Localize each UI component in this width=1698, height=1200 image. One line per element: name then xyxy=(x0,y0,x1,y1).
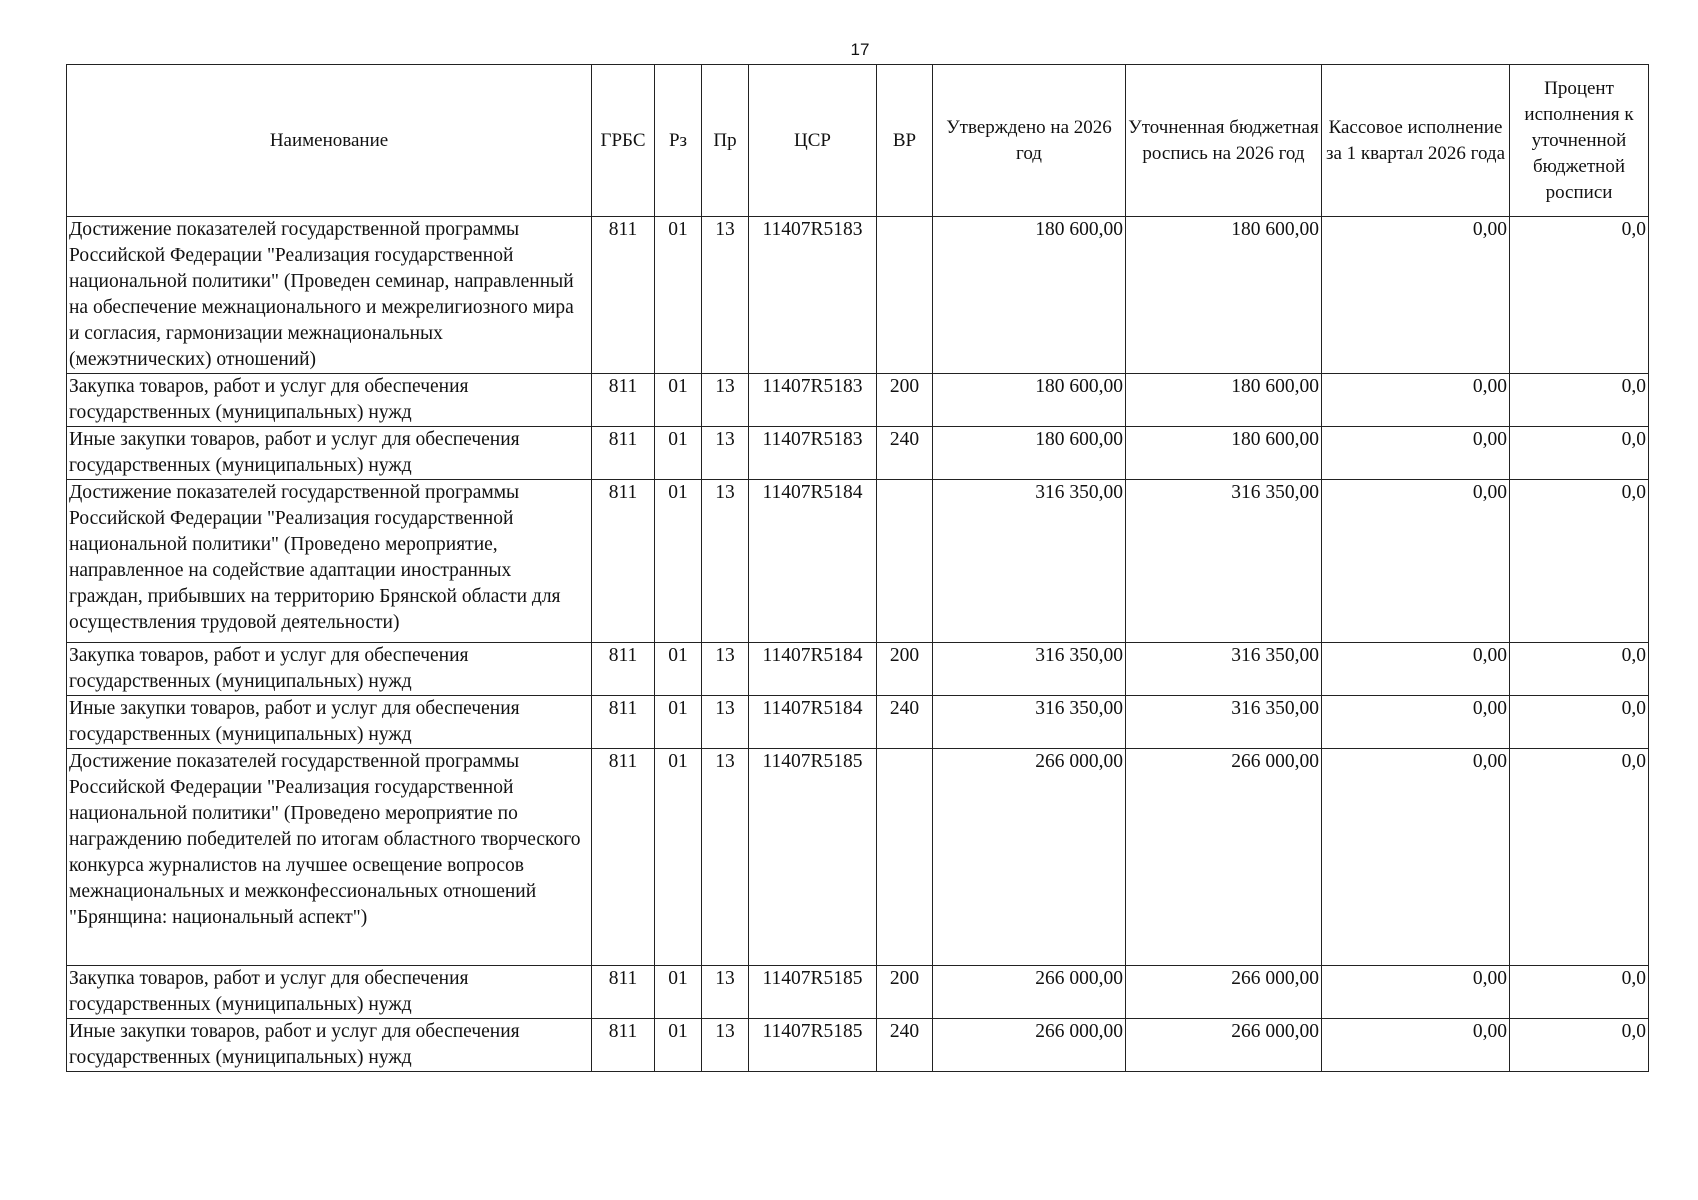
cell-approved: 316 350,00 xyxy=(933,696,1126,749)
table-row xyxy=(67,374,1649,427)
header-row xyxy=(67,65,1649,217)
cell-cash: 0,00 xyxy=(1322,1019,1510,1072)
cell-rz: 01 xyxy=(655,696,702,749)
cell-grbs: 811 xyxy=(592,480,655,643)
cell-specified: 266 000,00 xyxy=(1126,749,1322,966)
header-approved: Утверждено на 2026 год xyxy=(933,65,1126,217)
cell-name: Закупка товаров, работ и услуг для обеспечения государственных (муниципальных) нужд xyxy=(67,966,592,1019)
cell-approved: 266 000,00 xyxy=(933,749,1126,966)
table-row xyxy=(67,966,1649,1019)
cell-pr: 13 xyxy=(702,966,749,1019)
table-row xyxy=(67,427,1649,480)
cell-pr: 13 xyxy=(702,480,749,643)
cell-percent: 0,0 xyxy=(1510,643,1649,696)
cell-grbs: 811 xyxy=(592,1019,655,1072)
table-row xyxy=(67,749,1649,966)
cell-csr: 11407R5185 xyxy=(749,749,877,966)
cell-name: Закупка товаров, работ и услуг для обеспечения государственных (муниципальных) нужд xyxy=(67,374,592,427)
cell-approved: 316 350,00 xyxy=(933,643,1126,696)
cell-specified: 316 350,00 xyxy=(1126,643,1322,696)
cell-cash: 0,00 xyxy=(1322,696,1510,749)
table-row xyxy=(67,696,1649,749)
header-percent: Процент исполнения к уточненной бюджетной росписи xyxy=(1510,65,1649,217)
cell-cash: 0,00 xyxy=(1322,966,1510,1019)
cell-vr: 200 xyxy=(877,966,933,1019)
cell-approved: 180 600,00 xyxy=(933,374,1126,427)
cell-pr: 13 xyxy=(702,374,749,427)
cell-cash: 0,00 xyxy=(1322,217,1510,374)
cell-specified: 266 000,00 xyxy=(1126,1019,1322,1072)
cell-csr: 11407R5184 xyxy=(749,696,877,749)
cell-vr: 200 xyxy=(877,374,933,427)
cell-pr: 13 xyxy=(702,1019,749,1072)
header-specified: Уточненная бюджетная роспись на 2026 год xyxy=(1126,65,1322,217)
cell-vr: 240 xyxy=(877,696,933,749)
cell-approved: 180 600,00 xyxy=(933,217,1126,374)
cell-percent: 0,0 xyxy=(1510,696,1649,749)
header-vr: ВР xyxy=(877,65,933,217)
header-grbs: ГРБС xyxy=(592,65,655,217)
cell-percent: 0,0 xyxy=(1510,1019,1649,1072)
cell-name: Иные закупки товаров, работ и услуг для обеспечения государственных (муниципальных) нужд xyxy=(67,1019,592,1072)
cell-csr: 11407R5183 xyxy=(749,217,877,374)
cell-pr: 13 xyxy=(702,217,749,374)
cell-vr: 200 xyxy=(877,643,933,696)
cell-rz: 01 xyxy=(655,217,702,374)
cell-csr: 11407R5185 xyxy=(749,1019,877,1072)
cell-grbs: 811 xyxy=(592,696,655,749)
table-row xyxy=(67,480,1649,643)
cell-vr xyxy=(877,749,933,966)
cell-cash: 0,00 xyxy=(1322,374,1510,427)
cell-approved: 180 600,00 xyxy=(933,427,1126,480)
table-row xyxy=(67,1019,1649,1072)
cell-vr: 240 xyxy=(877,1019,933,1072)
cell-vr xyxy=(877,217,933,374)
cell-vr: 240 xyxy=(877,427,933,480)
cell-cash: 0,00 xyxy=(1322,643,1510,696)
cell-vr xyxy=(877,480,933,643)
cell-name: Закупка товаров, работ и услуг для обеспечения государственных (муниципальных) нужд xyxy=(67,643,592,696)
cell-specified: 180 600,00 xyxy=(1126,374,1322,427)
cell-csr: 11407R5184 xyxy=(749,643,877,696)
table-header xyxy=(67,65,1649,217)
cell-pr: 13 xyxy=(702,643,749,696)
cell-rz: 01 xyxy=(655,374,702,427)
cell-name: Достижение показателей государственной программы Российской Федерации "Реализация государственной национальной политики" (Проведено мероприятие по награждению победителей по итогам областного творческого конкурса журналистов на лучшее освещение вопросов межнациональных и межконфессиональных отношений "Брянщина: национальный аспект") xyxy=(67,749,592,966)
cell-pr: 13 xyxy=(702,696,749,749)
cell-pr: 13 xyxy=(702,427,749,480)
cell-specified: 316 350,00 xyxy=(1126,696,1322,749)
cell-grbs: 811 xyxy=(592,643,655,696)
cell-cash: 0,00 xyxy=(1322,427,1510,480)
cell-grbs: 811 xyxy=(592,217,655,374)
cell-csr: 11407R5183 xyxy=(749,374,877,427)
header-pr: Пр xyxy=(702,65,749,217)
cell-specified: 180 600,00 xyxy=(1126,217,1322,374)
cell-csr: 11407R5184 xyxy=(749,480,877,643)
cell-grbs: 811 xyxy=(592,749,655,966)
cell-specified: 316 350,00 xyxy=(1126,480,1322,643)
cell-rz: 01 xyxy=(655,480,702,643)
cell-rz: 01 xyxy=(655,749,702,966)
cell-percent: 0,0 xyxy=(1510,427,1649,480)
cell-name: Иные закупки товаров, работ и услуг для обеспечения государственных (муниципальных) нужд xyxy=(67,427,592,480)
table-row xyxy=(67,217,1649,374)
header-name: Наименование xyxy=(67,65,592,217)
cell-csr: 11407R5183 xyxy=(749,427,877,480)
cell-name: Иные закупки товаров, работ и услуг для обеспечения государственных (муниципальных) нужд xyxy=(67,696,592,749)
cell-rz: 01 xyxy=(655,1019,702,1072)
cell-rz: 01 xyxy=(655,427,702,480)
table-row xyxy=(67,643,1649,696)
cell-grbs: 811 xyxy=(592,427,655,480)
cell-specified: 266 000,00 xyxy=(1126,966,1322,1019)
cell-approved: 266 000,00 xyxy=(933,966,1126,1019)
header-rz: Рз xyxy=(655,65,702,217)
cell-percent: 0,0 xyxy=(1510,749,1649,966)
cell-rz: 01 xyxy=(655,966,702,1019)
cell-name: Достижение показателей государственной программы Российской Федерации "Реализация государственной национальной политики" (Проведено мероприятие, направленное на содействие адаптации иностранных граждан, прибывших на территорию Брянской области для осуществления трудовой деятельности) xyxy=(67,480,592,643)
cell-percent: 0,0 xyxy=(1510,374,1649,427)
cell-grbs: 811 xyxy=(592,966,655,1019)
cell-approved: 266 000,00 xyxy=(933,1019,1126,1072)
page-number: 17 xyxy=(850,40,870,59)
cell-name: Достижение показателей государственной программы Российской Федерации "Реализация государственной национальной политики" (Проведен семинар, направленный на обеспечение межнационального и межрелигиозного мира и согласия, гармонизации межнациональных (межэтнических) отношений) xyxy=(67,217,592,374)
cell-approved: 316 350,00 xyxy=(933,480,1126,643)
cell-csr: 11407R5185 xyxy=(749,966,877,1019)
cell-cash: 0,00 xyxy=(1322,480,1510,643)
cell-rz: 01 xyxy=(655,643,702,696)
cell-pr: 13 xyxy=(702,749,749,966)
header-csr: ЦСР xyxy=(749,65,877,217)
cell-percent: 0,0 xyxy=(1510,217,1649,374)
cell-grbs: 811 xyxy=(592,374,655,427)
cell-specified: 180 600,00 xyxy=(1126,427,1322,480)
budget-execution-table xyxy=(66,64,1649,1072)
header-cash: Кассовое исполнение за 1 квартал 2026 года xyxy=(1322,65,1510,217)
cell-percent: 0,0 xyxy=(1510,966,1649,1019)
cell-cash: 0,00 xyxy=(1322,749,1510,966)
table-body xyxy=(67,217,1649,1072)
cell-percent: 0,0 xyxy=(1510,480,1649,643)
